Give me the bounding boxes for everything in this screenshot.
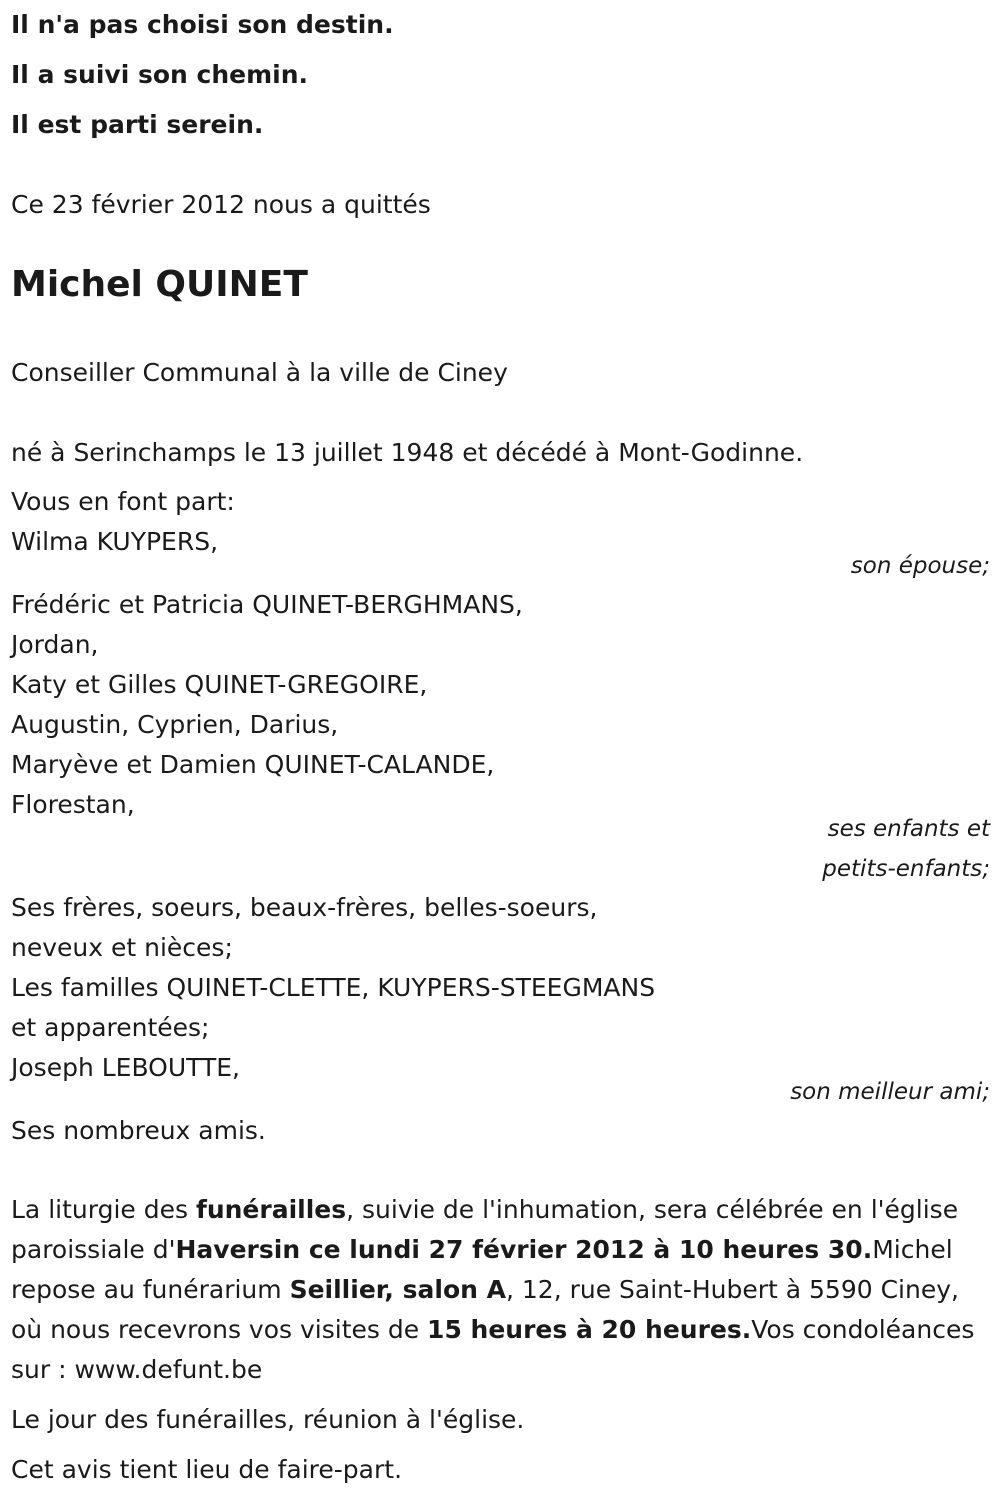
funeral-text-4: , 12, rue Saint-Hubert à 5590 Ciney, où nous recevrons vos visites de (11, 1275, 959, 1344)
verse-line-2: Il a suivi son chemin. (11, 60, 309, 89)
relatives-line-3: Les familles QUINET-CLETTE, KUYPERS-STEEGMANS (11, 973, 656, 1002)
deceased-title: Conseiller Communal à la ville de Ciney (11, 358, 508, 387)
birth-death-text: né à Serinchamps le 13 juillet 1948 et décédé à Mont-Godinne. (11, 438, 804, 467)
verse-line-3: Il est parti serein. (11, 110, 264, 139)
meeting-text: Le jour des funérailles, réunion à l'église. (11, 1405, 525, 1434)
funeral-bold-1: funérailles (195, 1195, 347, 1224)
child-line-1: Frédéric et Patricia QUINET-BERGHMANS, (11, 590, 523, 619)
verse-line-1: Il n'a pas choisi son destin. (11, 10, 394, 39)
wife-role: son épouse; (850, 553, 990, 579)
relatives-line-5: Joseph LEBOUTTE, (11, 1053, 240, 1082)
funeral-bold-4: 15 heures à 20 heures. (427, 1315, 752, 1344)
child-line-5: Maryève et Damien QUINET-CALANDE, (11, 750, 495, 779)
funeral-bold-2: Haversin ce lundi 27 février 2012 à 10 heures 30. (175, 1235, 873, 1264)
friends-text: Ses nombreux amis. (11, 1116, 266, 1145)
funeral-bold-3: Seillier, salon A (289, 1275, 506, 1304)
child-line-6: Florestan, (11, 790, 135, 819)
friend-role: son meilleur ami; (790, 1079, 990, 1105)
funeral-text-5: Vos condoléances sur : www.defunt.be (11, 1315, 975, 1384)
relatives-line-1: Ses frères, soeurs, beaux-frères, belles-soeurs, (11, 893, 598, 922)
relatives-line-2: neveux et nièces; (11, 933, 233, 962)
children-role-2: petits-enfants; (822, 856, 990, 882)
notice-text: Cet avis tient lieu de faire-part. (11, 1455, 403, 1484)
funeral-text-1: La liturgie des (11, 1195, 196, 1224)
children-role-1: ses enfants et (827, 816, 990, 842)
funeral-text-2: , suivie de l'inhumation, sera célébrée en l'église paroissiale d' (11, 1195, 959, 1264)
wife-name: Wilma KUYPERS, (11, 527, 219, 556)
intro-text: Ce 23 février 2012 nous a quittés (11, 190, 431, 219)
funeral-paragraph (11, 1190, 991, 1390)
child-line-4: Augustin, Cyprien, Darius, (11, 710, 339, 739)
funeral-text-3: Michel repose au funérarium (11, 1235, 953, 1304)
deceased-name: Michel QUINET (11, 264, 308, 305)
announce-text: Vous en font part: (11, 487, 235, 516)
child-line-3: Katy et Gilles QUINET-GREGOIRE, (11, 670, 428, 699)
child-line-2: Jordan, (11, 630, 99, 659)
relatives-line-4: et apparentées; (11, 1013, 210, 1042)
